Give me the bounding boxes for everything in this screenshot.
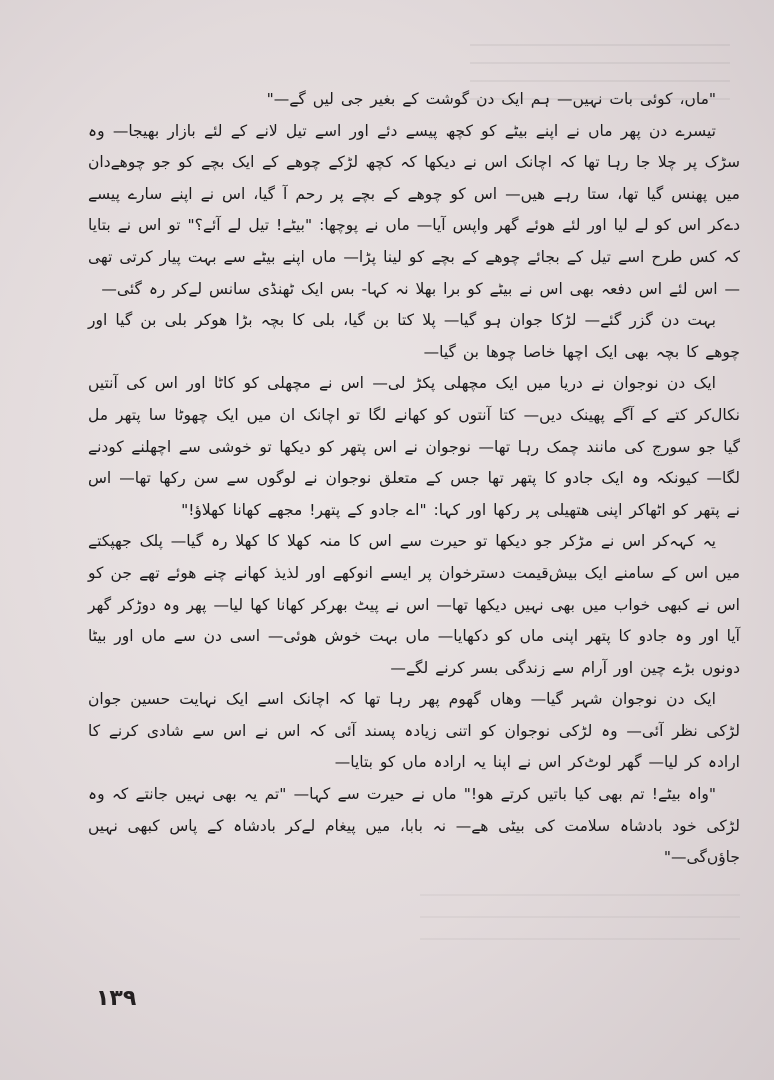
paragraph-mother-reply: "واہ بیٹے! تم بھی کیا باتیں کرتے ھو!" ماں نے حیرت سے کہا— "تم یہ بھی نہیں جانتے کہ وہ لڑکی خود بادشاہ سلامت کی بیٹی ھے— نہ بابا، میں پیغام لےکر بادشاہ کے پاس کبھی نہیں جاؤں‌گی—" [88,785,740,867]
paragraph-city-girl: ایک دن نوجوان شہر گیا— وھاں گھوم پھر رہا تھا کہ اچانک اسے ایک نہایت حسین جوان لڑکی نظر آئی— وہ لڑکی نوجوان کو اتنی زیادہ پسند آئی کہ اس نے اس سے شادی کرنے کا ارادہ کر لیا— گھر لوٹ‌کر اس نے اپنا یہ ارادہ ماں کو بتایا— [88,690,740,772]
page-body [88,84,740,874]
paragraph-feast: یہ کہہ‌کر اس نے مڑکر جو دیکھا تو حیرت سے اس کا منہ کھلا کا کھلا رہ گیا— پلک جھپکتے میں اس کے سامنے ایک بیش‌قیمت دسترخوان پر ایسے انوکھے اور لذیذ کھانے چنے ھوئے تھے جن کو اس نے کبھی خواب میں بھی نہیں دیکھا تھا— اس نے پیٹ بھرکر کھانا کھا لیا— پھر وہ دوڑکر گھر آیا اور وہ جادو کا پتھر اپنی ماں کو دکھایا— ماں بہت خوش ھوئی— اسی دن سے ماں اور بیٹا دونوں بڑے چین اور آرام سے زندگی بسر کرنے لگے— [88,532,740,677]
paragraph-quote-mother: "ماں، کوئی بات نہیں— ہم ایک دن گوشت کے بغیر جی لیں گے—" [266,90,716,108]
paragraph-oil-errand: تیسرے دن پھر ماں نے اپنے بیٹے کو کچھ پیسے دئے اور اسے تیل لانے کے لئے بازار بھیجا— وہ سڑک پر چلا جا رہا تھا کہ اچانک اس نے دیکھا کہ کچھ لڑکے چوھے کے ایک بچے کو جو چوھےدان میں پھنس گیا تھا، ستا رہے ھیں— اس کو چوھے کے بچے پر رحم آ گیا، اس نے اپنے سارے پیسے دےکر اس کو لے لیا اور لئے ھوئے گھر واپس آیا— ماں نے پوچھا: "بیٹے! تیل لے آئے؟" تو اس نے بتایا کہ کس طرح اسے تیل کے بجائے چوھے کے بچے کو لینا پڑا— ماں اپنے بیٹے سے بہت پیار کرتی تھی— اس لئے اس دفعہ بھی اس نے بیٹے کو برا بھلا نہ کہا- بس ایک ٹھنڈی سانس لےکر رہ گئی— [88,121,740,298]
show-through-text [420,880,740,940]
page-number: ۱۳۹ [96,986,137,1011]
paragraph-days-passed: بہت دن گزر گئے— لڑکا جوان ہو گیا— پلا کتا بن گیا، بلی کا بچہ بڑا ھوکر بلی بن گیا اور چوھے کا بچہ بھی ایک اچھا خاصا چوھا بن گیا— [88,311,740,361]
paragraph-magic-stone: ایک دن نوجوان نے دریا میں ایک مچھلی پکڑ لی— اس نے مچھلی کو کاٹا اور اس کی آنتیں نکال‌کر کتے کے آگے پھینک دیں— کتا آنتوں کو کھانے لگا تو اچانک ان میں ایک چھوٹا سا پتھر مل گیا جو سورج کی مانند چمک رہا تھا— نوجوان نے اس پتھر کو دیکھا تو خوشی سے اچھلنے کودنے لگا— کیونکہ وہ ایک جادو کا پتھر تھا جس کے متعلق نوجوان نے لوگوں سے سن رکھا تھا— اس نے پتھر کو اٹھاکر اپنی ھتھیلی پر رکھا اور کہا: "اے جادو کے پتھر! مجھے کھانا کھلاؤ!" [88,374,740,519]
